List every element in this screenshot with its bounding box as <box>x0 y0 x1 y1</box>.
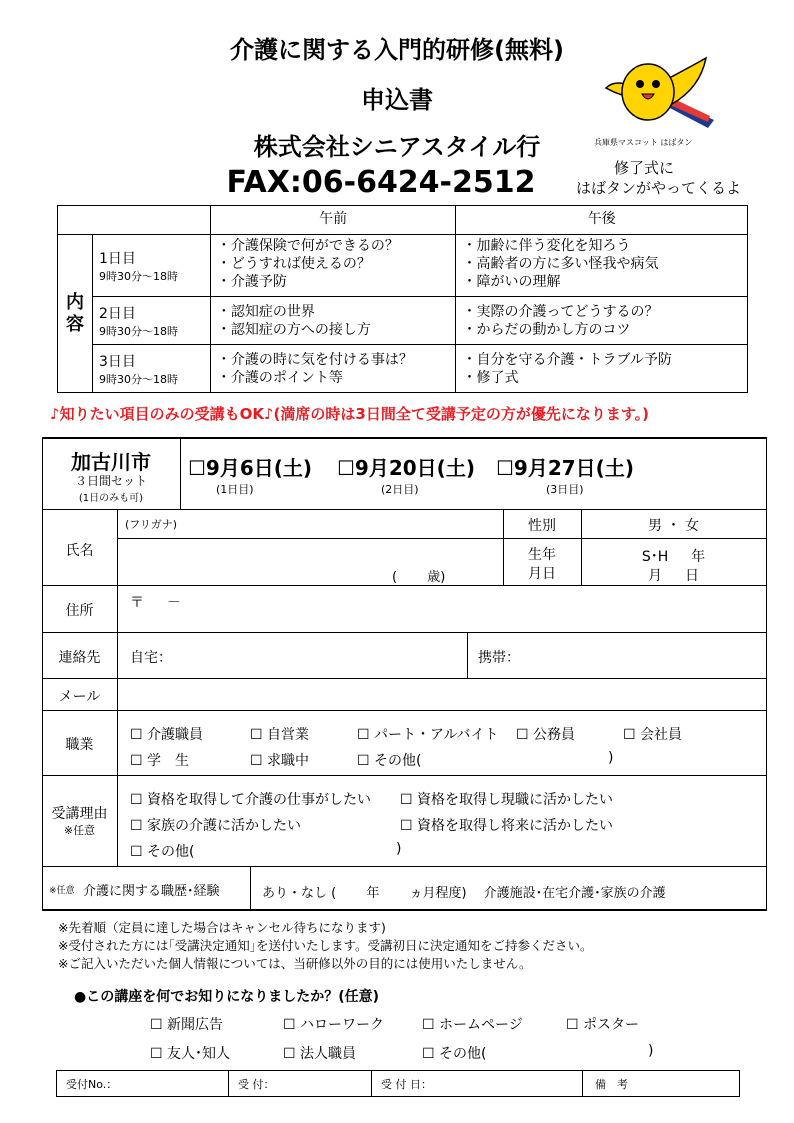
topic-item: ・どうすれば使えるの？ <box>216 256 371 272</box>
content-label <box>58 235 93 393</box>
pm-topics <box>456 297 748 345</box>
receipt-number-field: 受付No.： <box>66 1078 118 1091</box>
experience-label: 介護に関する職歴･経験 <box>83 884 220 899</box>
schedule-table <box>57 205 748 393</box>
mascot-message-2: はばタンがやってくるよ <box>576 179 742 197</box>
topic-item: ・障がいの理解 <box>462 274 561 290</box>
gender-label: 性別 <box>528 518 556 534</box>
name-label: 氏名 <box>65 543 94 559</box>
contact-label: 連絡先 <box>58 650 101 666</box>
mascot-bird-icon <box>596 48 720 138</box>
survey-option-friend[interactable]: ☐ 友人･知人 <box>150 1046 231 1062</box>
am-topics <box>210 235 456 297</box>
age-field[interactable]: ( 歳) <box>392 570 446 585</box>
topic-item: ・自分を守る介護・トラブル予防 <box>462 351 672 368</box>
survey-option-newspaper[interactable]: ☐ 新聞広告 <box>150 1017 224 1033</box>
experience-field[interactable]: あり・なし ( 年 ヵ月程度) 介護施設･在宅介護･家族の介護 <box>262 886 666 901</box>
day-cell <box>92 297 210 345</box>
reason-other-close: ) <box>396 841 402 857</box>
birth-label-1: 生年 <box>528 547 556 563</box>
survey-option-poster[interactable]: ☐ ポスター <box>566 1017 640 1033</box>
gender-choice[interactable]: 男 ・ 女 <box>648 518 699 534</box>
note-1: ※先着順（定員に達した場合はキャンセル待ちになります) <box>58 920 386 935</box>
day-time: 9時30分～18時 <box>98 269 178 283</box>
topic-item: ・からだの動かし方のコツ <box>462 321 631 338</box>
date-sub-2: (2日目) <box>381 483 419 496</box>
topic-item: ・介護のポイント等 <box>216 369 343 386</box>
day-cell <box>92 345 210 393</box>
am-topics <box>210 345 456 393</box>
reason-option-other[interactable]: ☐ その他( <box>130 844 195 860</box>
experience-optional-note: ※任意 <box>49 886 75 896</box>
schedule-header-pm: 午後 <box>456 206 748 235</box>
receipt-date-field: 受 付 日： <box>381 1078 432 1091</box>
note-2: ※受付された方には｢受講決定通知｣を送付いたします。受講初日に決定通知をご持参ください。 <box>58 938 593 953</box>
notice-text: ♪知りたい項目のみの受講もOK♪(満席の時は3日間全て受講予定の方が優先になります。) <box>50 405 649 423</box>
address-label: 住所 <box>65 603 94 619</box>
schedule-header-am: 午前 <box>210 206 456 235</box>
mail-field[interactable] <box>118 679 766 710</box>
am-topics <box>210 297 456 345</box>
job-option-part-time[interactable]: ☐ パート・アルバイト <box>357 727 499 743</box>
reason-option-family-care[interactable]: ☐ 家族の介護に活かしたい <box>130 818 302 834</box>
job-option-student[interactable]: ☐ 学 生 <box>130 753 190 769</box>
reason-option-career[interactable]: ☐ 資格を取得して介護の仕事がしたい <box>130 792 371 808</box>
form-title: 申込書 <box>361 86 433 114</box>
birth-value-2[interactable]: 月 日 <box>648 568 699 584</box>
job-option-other[interactable]: ☐ その他( <box>357 753 422 769</box>
page-title: 介護に関する入門的研修(無料) <box>230 36 564 64</box>
city-name: 加古川市 <box>71 450 151 474</box>
birth-value-1[interactable]: S･H 年 <box>641 549 706 565</box>
content-label-2: 容 <box>65 313 84 335</box>
mascot-caption: 兵庫県マスコット はばタン <box>594 138 693 147</box>
topic-item: ・高齢者の方に多い怪我や病気 <box>462 256 659 272</box>
survey-option-corporate-staff[interactable]: ☐ 法人職員 <box>283 1046 357 1062</box>
day-time: 9時30分～18時 <box>98 372 178 386</box>
date-option-2[interactable]: ☐9月20日(土) <box>337 456 475 480</box>
address-field[interactable]: 〒 － <box>130 595 181 611</box>
job-option-job-seeking[interactable]: ☐ 求職中 <box>250 753 310 769</box>
survey-question: ●この講座を何でお知りになりましたか？(任意) <box>74 989 380 1005</box>
mobile-phone-field[interactable]: 携帯： <box>478 650 520 666</box>
mascot-message-1: 修了式に <box>614 159 675 177</box>
birth-label-2: 月日 <box>528 566 556 582</box>
survey-option-other[interactable]: ☐ その他( <box>422 1046 487 1062</box>
schedule-corner <box>58 206 211 235</box>
survey-option-homepage[interactable]: ☐ ホームページ <box>422 1017 523 1033</box>
set-note: (1日のみも可) <box>78 493 144 504</box>
mail-label: メール <box>58 689 101 705</box>
day-cell <box>92 235 210 297</box>
job-option-self-employed[interactable]: ☐ 自営業 <box>250 727 310 743</box>
date-option-3[interactable]: ☐9月27日(土) <box>496 456 634 480</box>
day-label: 3日目 <box>98 353 136 370</box>
day-label: 1日目 <box>98 250 136 267</box>
topic-item: ・実際の介護ってどうするの？ <box>462 303 659 320</box>
note-3: ※ご記入いただいた個人情報については、当研修以外の目的には使用いたしません。 <box>58 956 532 971</box>
reason-option-future[interactable]: ☐ 資格を取得し将来に活かしたい <box>400 818 614 834</box>
reason-optional-note: ※任意 <box>63 824 96 837</box>
receipt-field: 受 付： <box>238 1078 275 1091</box>
job-label: 職業 <box>65 737 94 753</box>
date-sub-1: (1日目) <box>216 483 254 496</box>
remarks-field: 備 考 <box>595 1078 628 1091</box>
date-option-1[interactable]: ☐9月6日(土) <box>188 456 313 480</box>
reason-label: 受講理由 <box>51 806 108 822</box>
day-time: 9時30分～18時 <box>98 324 178 338</box>
date-sub-3: (3日目) <box>546 483 584 496</box>
company-name: 株式会社シニアスタイル行 <box>253 133 541 161</box>
reason-option-current-job[interactable]: ☐ 資格を取得し現職に活かしたい <box>400 792 614 808</box>
pm-topics <box>456 345 748 393</box>
topic-item: ・加齢に伴う変化を知ろう <box>462 238 631 254</box>
content-label-1: 内 <box>65 291 84 313</box>
furigana-field[interactable]: (フリガナ) <box>125 518 178 531</box>
job-option-civil-servant[interactable]: ☐ 公務員 <box>516 727 576 743</box>
day-label: 2日目 <box>98 305 136 322</box>
home-phone-field[interactable]: 自宅： <box>130 650 172 666</box>
topic-item: ・介護の時に気を付ける事は？ <box>216 351 413 368</box>
job-option-company-employee[interactable]: ☐ 会社員 <box>623 727 683 743</box>
topic-item: ・認知症の方への接し方 <box>216 321 371 338</box>
topic-item: ・介護予防 <box>216 274 287 290</box>
topic-item: ・介護保険で何ができるの？ <box>216 238 399 254</box>
pm-topics <box>456 235 748 297</box>
set-label: ３日間セット <box>74 474 147 488</box>
job-other-close: ) <box>608 750 614 766</box>
survey-option-hello-work[interactable]: ☐ ハローワーク <box>283 1017 385 1033</box>
topic-item: ・認知症の世界 <box>216 303 315 320</box>
fax-number: FAX:06-6424-2512 <box>226 165 536 200</box>
job-option-care-staff[interactable]: ☐ 介護職員 <box>130 727 204 743</box>
survey-other-close: ) <box>648 1043 654 1059</box>
topic-item: ・修了式 <box>462 369 519 386</box>
